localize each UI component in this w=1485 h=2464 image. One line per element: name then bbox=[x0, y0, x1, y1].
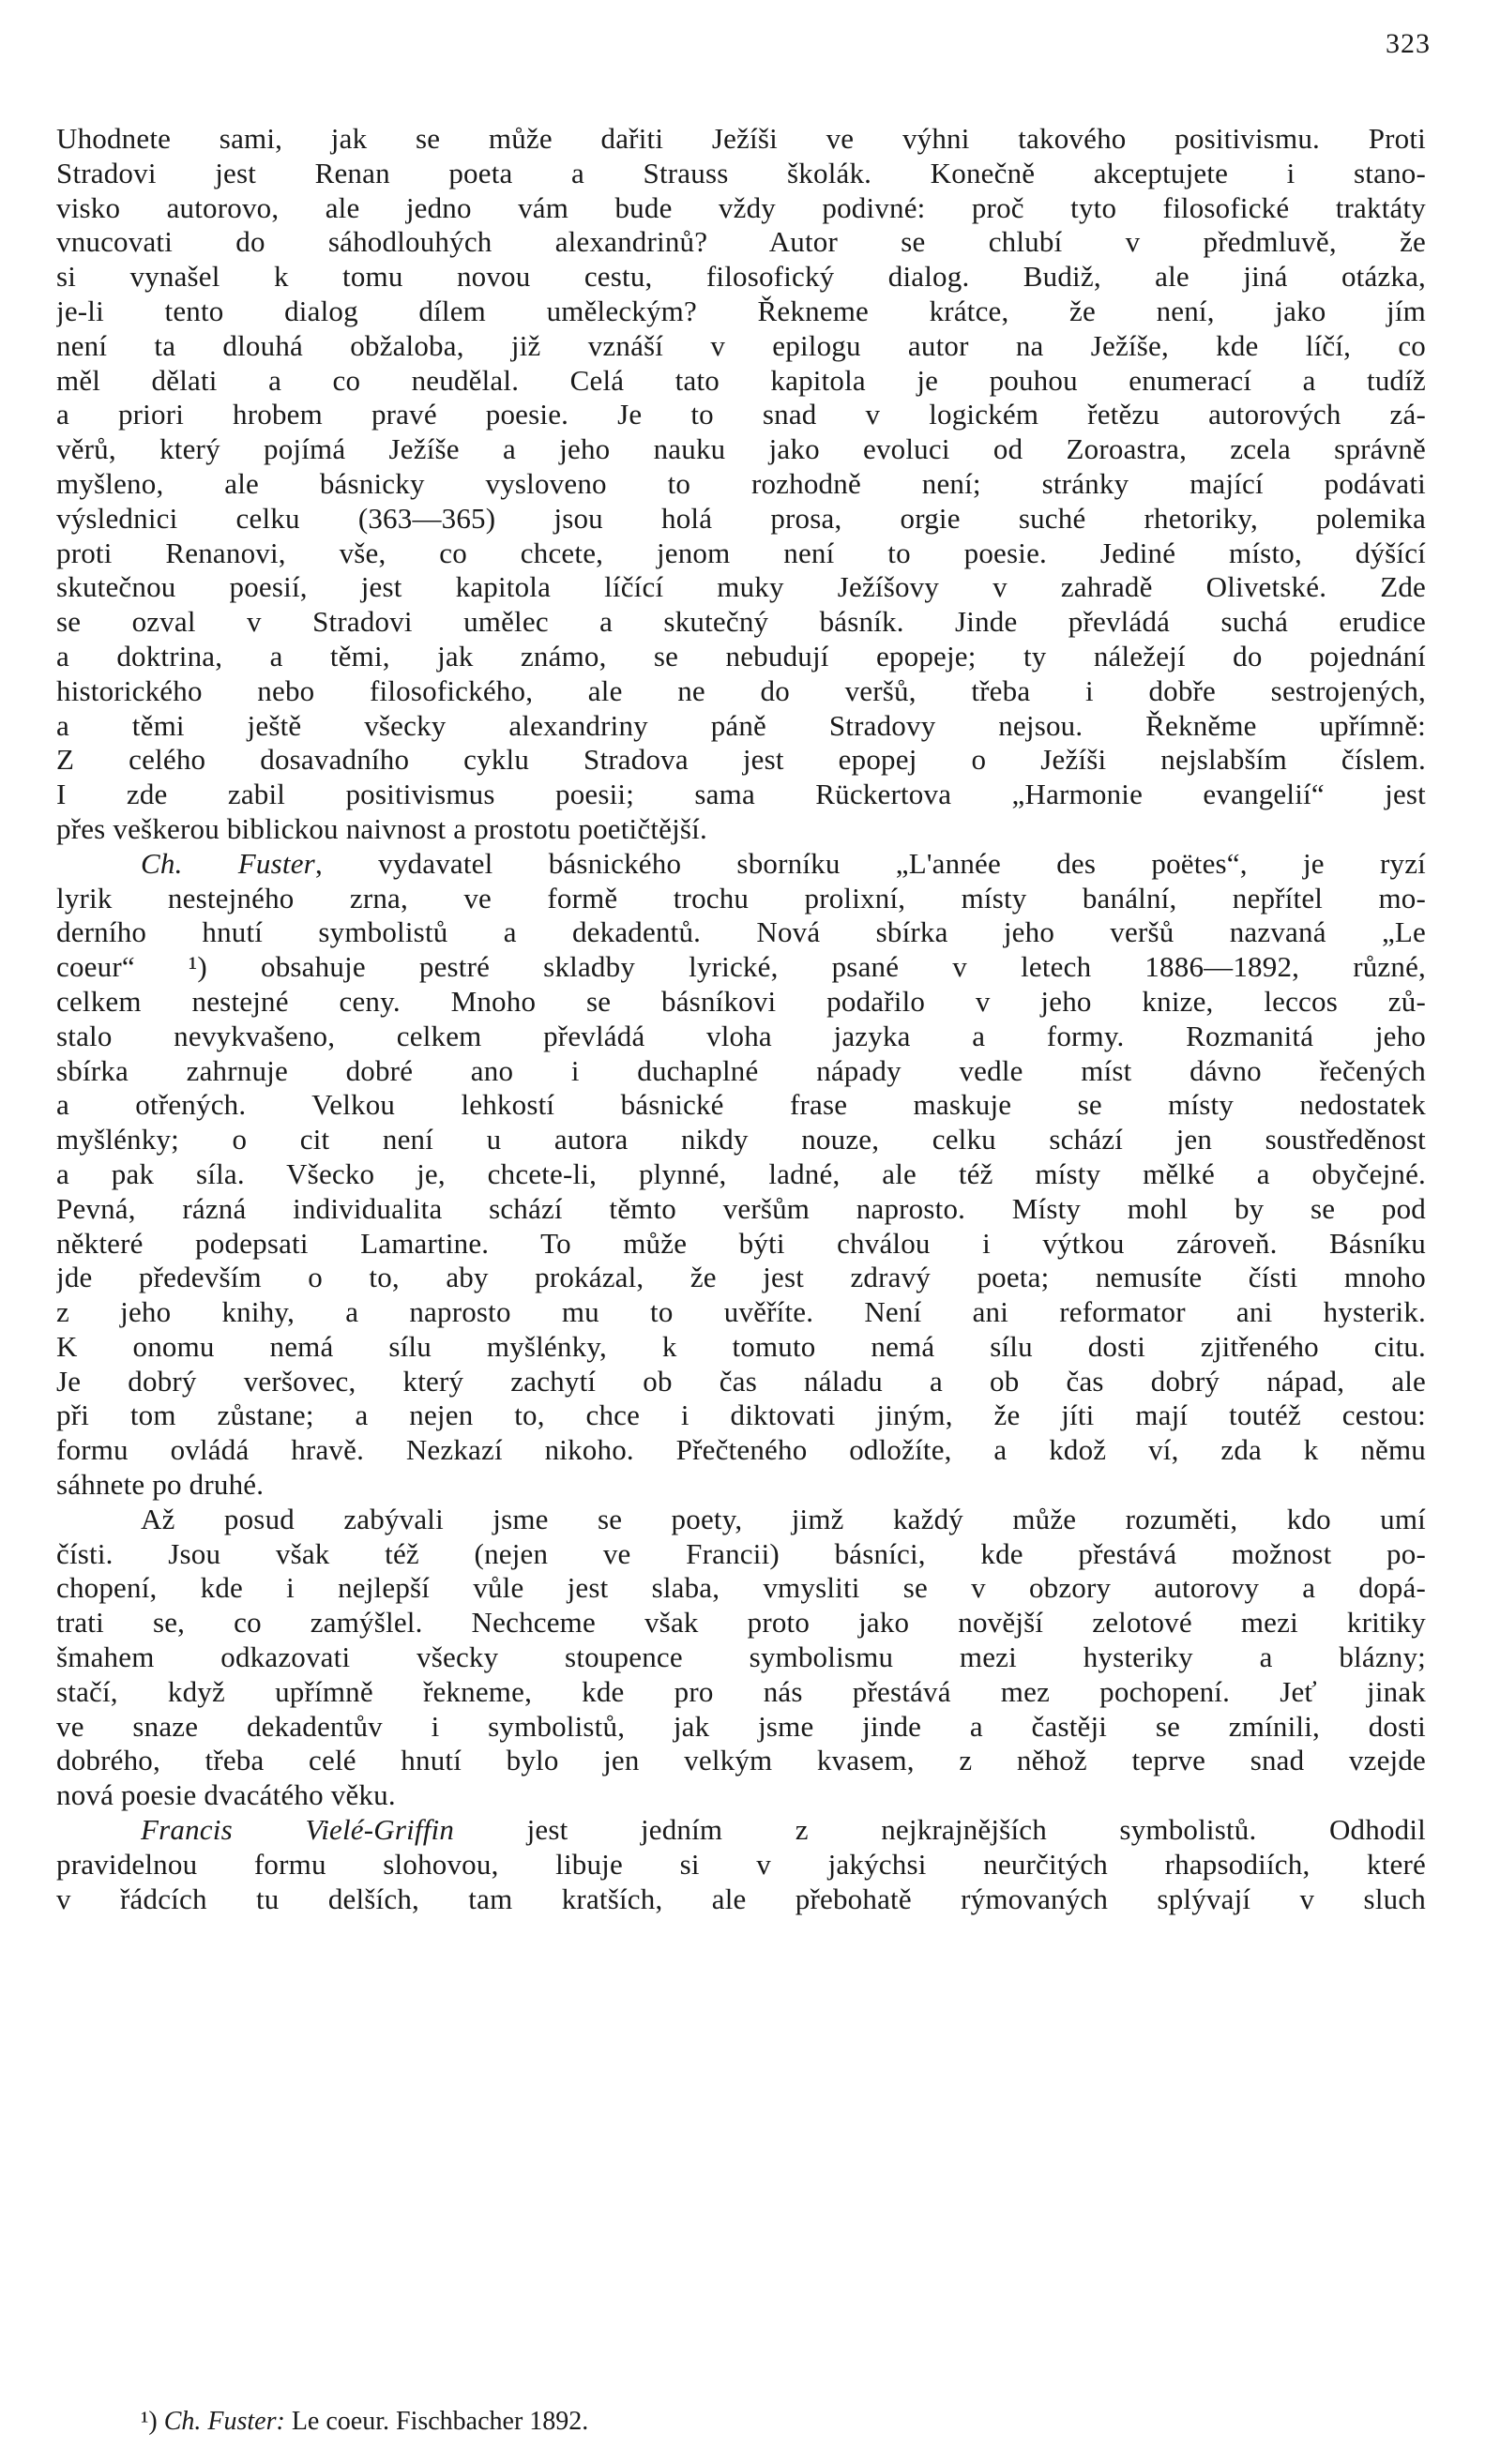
text-line: a priori hrobem pravé poesie. Je to snad v logickém řetězu autorových zá- bbox=[56, 398, 1426, 431]
text-line: coeur“ ¹) obsahuje pestré skladby lyrické, psané v letech 1886—1892, různé, bbox=[56, 950, 1426, 984]
footnote bbox=[141, 2407, 588, 2437]
text-line: výslednici celku (363—365) jsou holá prosa, orgie suché rhetoriky, polemika bbox=[56, 501, 1426, 535]
text-line: Stradovi jest Renan poeta a Strauss školák. Konečně akceptujete i stano- bbox=[56, 156, 1426, 189]
text-line: historického nebo filosofického, ale ne do veršů, třeba i dobře sestrojených, bbox=[56, 673, 1426, 707]
text-line: myšlénky; o cit není u autora nikdy nouze, celku schází jen soustředěnost bbox=[56, 1123, 1426, 1156]
text-line: celkem nestejné ceny. Mnoho se básníkovi podařilo v jeho knize, leccos zů- bbox=[56, 984, 1426, 1018]
italic-name: Ch. Fuster bbox=[141, 846, 315, 880]
text-line: visko autorovo, ale jedno vám bude vždy podivné: proč tyto filosofické traktáty bbox=[56, 190, 1426, 224]
text-line-paragraph-start: Až posud zabývali jsme se poety, jimž každý může rozuměti, kdo umí bbox=[141, 1502, 1426, 1535]
text-line: pravidelnou formu slohovou, libuje si v jakýchsi neurčitých rhapsodiích, které bbox=[56, 1847, 1426, 1881]
text-line: formu ovládá hravě. Nezkazí nikoho. Přečteného odložíte, a kdož ví, zda k němu bbox=[56, 1433, 1426, 1467]
text-line: šmahem odkazovati všecky stoupence symbolismu mezi hysteriky a blázny; bbox=[56, 1640, 1426, 1674]
text-line: chopení, kde i nejlepší vůle jest slaba, vmysliti se v obzory autorovy a dopá- bbox=[56, 1571, 1426, 1605]
body-text bbox=[56, 122, 1426, 1916]
text-line: si vynašel k tomu novou cestu, filosofický dialog. Budiž, ale jiná otázka, bbox=[56, 260, 1426, 294]
text-line: trati se, co zamýšlel. Nechceme však proto jako novější zelotové mezi kritiky bbox=[56, 1606, 1426, 1640]
text-line: a pak síla. Všecko je, chcete-li, plynné, ladné, ale též místy mělké a obyčejné. bbox=[56, 1156, 1426, 1190]
text-line: sbírka zahrnuje dobré ano i duchaplné nápady vedle míst dávno řečených bbox=[56, 1053, 1426, 1087]
text-line: derního hnutí symbolistů a dekadentů. Nová sbírka jeho veršů nazvaná „Le bbox=[56, 915, 1426, 949]
page-number: 323 bbox=[1386, 28, 1431, 59]
text-line: některé podepsati Lamartine. To může býti chválou i výtkou zároveň. Básníku bbox=[56, 1226, 1426, 1260]
text-line: I zde zabil positivismus poesii; sama Rückertova „Harmonie evangelií“ jest bbox=[56, 778, 1426, 811]
text-line: stačí, když upřímně řekneme, kde pro nás přestává mez pochopení. Jeť jinak bbox=[56, 1674, 1426, 1708]
text-line: Z celého dosavadního cyklu Stradova jest epopej o Ježíši nejslabším číslem. bbox=[56, 743, 1426, 777]
text-line: měl dělati a co neudělal. Celá tato kapitola je pouhou enumerací a tudíž bbox=[56, 363, 1426, 397]
text-line: z jeho knihy, a naprosto mu to uvěříte. Není ani reformator ani hysterik. bbox=[56, 1295, 1426, 1329]
text-line: a otřených. Velkou lehkostí básnické frase maskuje se místy nedostatek bbox=[56, 1088, 1426, 1122]
text-line: jde především o to, aby prokázal, že jest zdravý poeta; nemusíte čísti mnoho bbox=[56, 1261, 1426, 1294]
text-line: Pevná, rázná individualita schází těmto veršům naprosto. Místy mohl by se pod bbox=[56, 1191, 1426, 1225]
text-line: dobrého, třeba celé hnutí bylo jen velkým kvasem, z něhož teprve snad vzejde bbox=[56, 1744, 1426, 1777]
text-line: čísti. Jsou však též (nejen ve Francii) básníci, kde přestává možnost po- bbox=[56, 1536, 1426, 1570]
text-line: proti Renanovi, vše, co chcete, jenom není to poesie. Jediné místo, dýšící bbox=[56, 536, 1426, 569]
text-line: K onomu nemá sílu myšlénky, k tomuto nemá sílu dosti zjitřeného citu. bbox=[56, 1329, 1426, 1363]
text-line: ve snaze dekadentův i symbolistů, jak jsme jinde a častěji se zmínili, dosti bbox=[56, 1709, 1426, 1743]
text-line: skutečnou poesií, jest kapitola líčící muky Ježíšovy v zahradě Olivetské. Zde bbox=[56, 570, 1426, 604]
text-line: nová poesie dvacátého věku. bbox=[56, 1778, 396, 1812]
text-line: věrů, který pojímá Ježíše a jeho nauku jako evoluci od Zoroastra, zcela správně bbox=[56, 432, 1426, 466]
footnote-author: Ch. Fuster: bbox=[163, 2407, 285, 2436]
text-line: v řádcích tu delších, tam kratších, ale přebohatě rýmovaných splývají v sluch bbox=[56, 1882, 1426, 1915]
text-line: stalo nevykvašeno, celkem převládá vloha jazyka a formy. Rozmanitá jeho bbox=[56, 1019, 1426, 1052]
text-line-paragraph-start: Francis Vielé-Griffin jest jedním z nejkrajnějších symbolistů. Odhodil bbox=[141, 1813, 1426, 1847]
text-line: Je dobrý veršovec, který zachytí ob čas náladu a ob čas dobrý nápad, ale bbox=[56, 1364, 1426, 1398]
footnote-mark: ¹) bbox=[141, 2407, 158, 2436]
italic-name: Francis Vielé-Griffin bbox=[141, 1813, 455, 1847]
text-line: se ozval v Stradovi umělec a skutečný básník. Jinde převládá suchá erudice bbox=[56, 605, 1426, 639]
text-line: myšleno, ale básnicky vysloveno to rozhodně není; stránky mající podávati bbox=[56, 466, 1426, 500]
text-line: je-li tento dialog dílem uměleckým? Řekneme krátce, že není, jako jím bbox=[56, 294, 1426, 327]
text-line: Uhodnete sami, jak se může dařiti Ježíši ve výhni takového positivismu. Proti bbox=[56, 122, 1426, 155]
text-line: vnucovati do sáhodlouhých alexandrinů? Autor se chlubí v předmluvě, že bbox=[56, 225, 1426, 259]
text-line: a těmi ještě všecky alexandriny páně Stradovy nejsou. Řekněme upřímně: bbox=[56, 708, 1426, 742]
text-line: sáhnete po druhé. bbox=[56, 1468, 265, 1502]
text-line: lyrik nestejného zrna, ve formě trochu prolixní, místy banální, nepřítel mo- bbox=[56, 881, 1426, 915]
text-line: není ta dlouhá obžaloba, již vznáší v epilogu autor na Ježíše, kde líčí, co bbox=[56, 328, 1426, 362]
footnote-text: Le coeur. Fischbacher 1892. bbox=[291, 2407, 589, 2436]
text-line: a doktrina, a těmi, jak známo, se nebudují epopeje; ty náležejí do pojednání bbox=[56, 639, 1426, 673]
text-line: přes veškerou biblickou naivnost a prostotu poetičtější. bbox=[56, 811, 707, 845]
text-line: při tom zůstane; a nejen to, chce i diktovati jiným, že jíti mají toutéž cestou: bbox=[56, 1398, 1426, 1432]
text-line-paragraph-start: Ch. Fuster, vydavatel básnického sborníku „L'année des poëtes“, je ryzí bbox=[141, 846, 1426, 880]
